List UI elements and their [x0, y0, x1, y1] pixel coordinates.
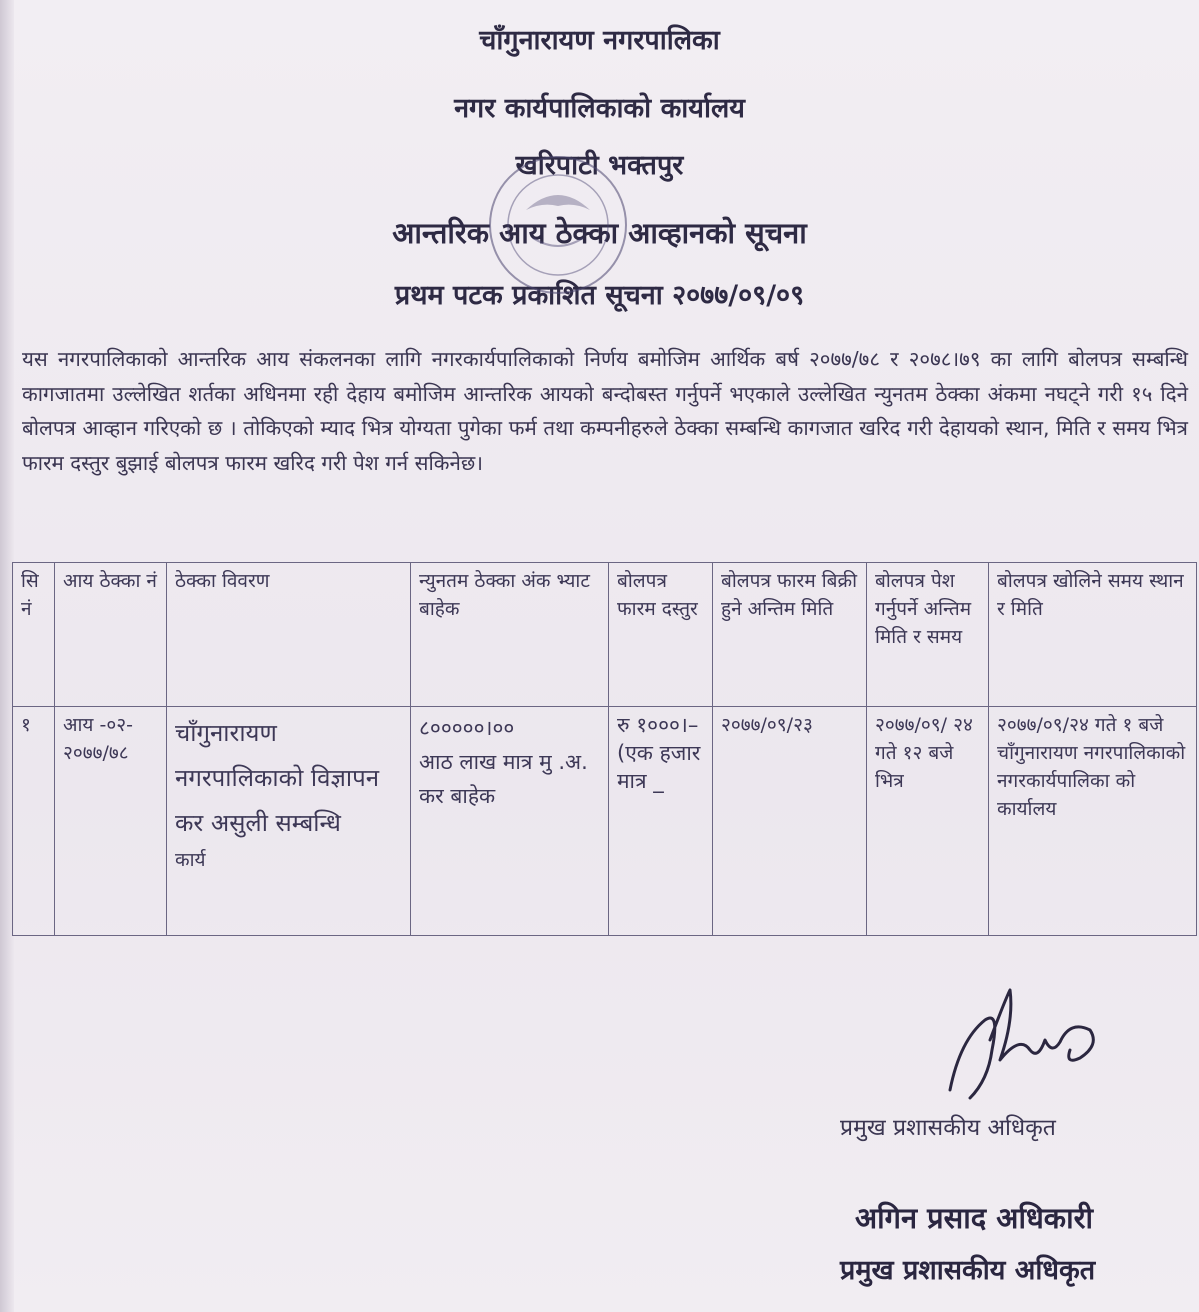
official-seal-stamp	[478, 150, 638, 300]
cell-description	[167, 707, 411, 936]
cell-contract-no: आय -०२- २०७७/७८	[55, 707, 167, 936]
office-address: खरिपाटी भक्तपुर	[515, 150, 684, 181]
cell-form-fee: रु १०००।– (एक हजार मात्र _	[609, 707, 713, 936]
cell-sale-deadline: २०७७/०९/२३	[713, 707, 867, 936]
tender-table	[12, 562, 1197, 936]
notice-body-paragraph: यस नगरपालिकाको आन्तरिक आय संकलनका लागि नगरकार्यपालिकाको निर्णय बमोजिम आर्थिक बर्ष २०७७/७८ र २०७८।७९ का लागि बोलपत्र सम्बन्धि कागजातमा उल्लेखित शर्तका अधिनमा रही देहाय बमोजिम आन्तरिक आयको बन्दोबस्त गर्नुपर्ने भएकाले उल्लेखित न्युनतम ठेक्का अंकमा नघट्ने गरी १५ दिने बोलपत्र आव्हान गरिएको छ । तोकिएको म्याद भित्र योग्यता पुगेका फर्म तथा कम्पनीहरुले ठेक्का सम्बन्धि कागजात खरिद गरी देहायको स्थान, मिति र समय भित्र फारम दस्तुर बुझाई बोलपत्र फारम खरिद गरी पेश गर्न सकिनेछ।	[22, 347, 1188, 475]
col-header-sale-deadline: बोलपत्र फारम बिक्री हुने अन्तिम मिति	[713, 563, 867, 707]
min-amount-words: आठ लाख मात्र मु .अ. कर बाहेक	[419, 750, 588, 808]
cell-opening: २०७७/०९/२४ गते १ बजे चाँगुनारायण नगरपालिकाको नगरकार्यपालिका को कार्यालय	[989, 707, 1197, 936]
table-row	[13, 707, 1197, 936]
cell-sn: १	[13, 707, 55, 936]
publication-line: प्रथम पटक प्रकाशित सूचना २०७७/०९/०९	[394, 280, 805, 311]
description-tail: कार्य	[175, 849, 206, 871]
handwritten-signature	[930, 980, 1130, 1110]
office-name: नगर कार्यपालिकाको कार्यालय	[454, 93, 745, 124]
description-text: चाँगुनारायण नगरपालिकाको विज्ञापन कर असुली सम्बन्धि	[175, 719, 380, 837]
min-amount-figure: ८०००००।००	[419, 716, 515, 740]
signatory-post: प्रमुख प्रशासकीय अधिकृत	[840, 1255, 1096, 1286]
signatory-name: अगिन प्रसाद अधिकारी	[855, 1201, 1093, 1235]
table-header-row	[13, 563, 1197, 707]
col-header-form-fee: बोलपत्र फारम दस्तुर	[609, 563, 713, 707]
col-header-opening: बोलपत्र खोलिने समय स्थान र मिति	[989, 563, 1197, 707]
cell-submit-deadline: २०७७/०९/ २४ गते १२ बजे भित्र	[867, 707, 989, 936]
col-header-min-amount: न्युनतम ठेक्का अंक भ्याट बाहेक	[411, 563, 609, 707]
col-header-sn: सि नं	[13, 563, 55, 707]
notice-title: आन्तरिक आय ठेक्का आव्हानको सूचना	[392, 216, 807, 250]
col-header-contract-no: आय ठेक्का नं	[55, 563, 167, 707]
municipality-name: चाँगुनारायण नगरपालिका	[479, 25, 720, 56]
signature-designation: प्रमुख प्रशासकीय अधिकृत	[840, 1115, 1056, 1141]
cell-min-amount	[411, 707, 609, 936]
col-header-submit-deadline: बोलपत्र पेश गर्नुपर्ने अन्तिम मिति र समय	[867, 563, 989, 707]
col-header-description: ठेक्का विवरण	[167, 563, 411, 707]
